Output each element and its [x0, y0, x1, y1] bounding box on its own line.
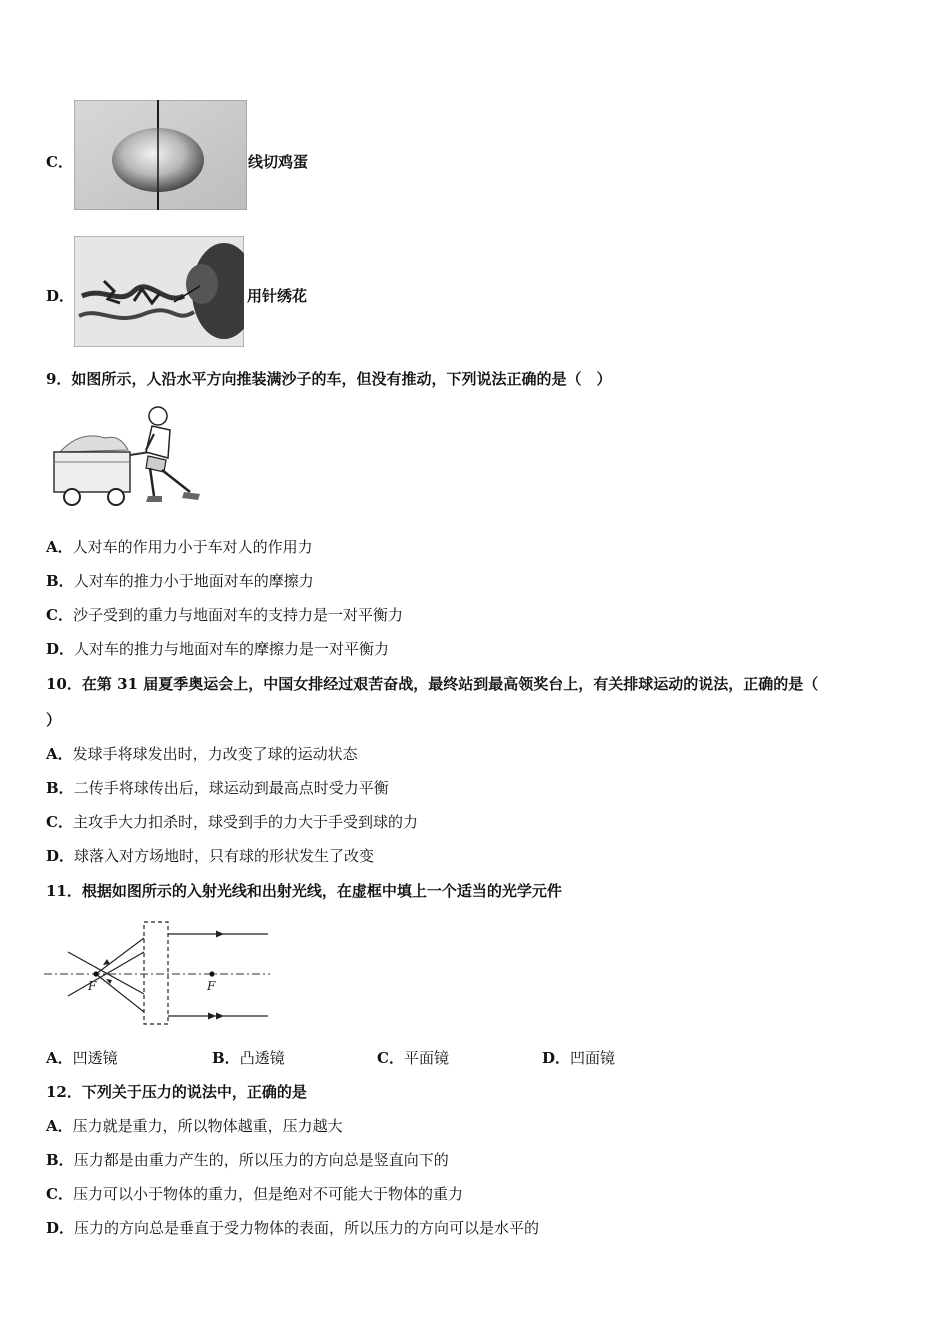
option-letter: A． [46, 1117, 73, 1135]
option-text: 凹面镜 [570, 1049, 616, 1067]
q12-option-a [46, 1116, 343, 1136]
q12-option-d [46, 1218, 539, 1238]
option-letter: C． [377, 1049, 404, 1067]
q12-option-b [46, 1150, 449, 1170]
optics-ray-diagram [44, 916, 274, 1032]
option-letter: A． [46, 745, 73, 763]
option-letter: C． [46, 813, 73, 831]
q11-option-a [46, 1048, 118, 1068]
option-letter: D． [46, 847, 75, 865]
q9-option-a [46, 537, 313, 557]
q8-option-d [46, 286, 74, 306]
q9-option-d [46, 639, 389, 659]
option-letter: C． [46, 1185, 73, 1203]
q8-option-d-caption: 用针绣花 [247, 287, 308, 305]
option-letter: B． [212, 1049, 240, 1067]
q9-option-c [46, 605, 403, 625]
focal-label-left: F [88, 979, 97, 993]
q8-option-c-caption: 线切鸡蛋 [248, 153, 309, 171]
q10-option-c [46, 812, 418, 832]
q10-stem-line2: ） [46, 711, 62, 729]
q11-stem: 11．根据如图所示的入射光线和出射光线，在虚框中填上一个适当的光学元件 [46, 882, 562, 900]
option-letter: D． [542, 1049, 571, 1067]
focal-label-right: F [207, 979, 216, 993]
option-letter: B． [46, 572, 74, 590]
boy-pushing-cart-figure [50, 400, 212, 512]
option-text: 压力可以小于物体的重力，但是绝对不可能大于物体的重力 [72, 1185, 463, 1203]
q10-option-a [46, 744, 358, 764]
q9-option-b [46, 571, 314, 591]
option-letter: C． [46, 606, 73, 624]
option-text: 沙子受到的重力与地面对车的支持力是一对平衡力 [72, 606, 403, 624]
q11-option-b [212, 1048, 285, 1068]
option-text: 凸透镜 [239, 1049, 285, 1067]
q10-stem-line1: 10．在第 31 届夏季奥运会上，中国女排经过艰苦奋战，最终站到最高领奖台上，有关排球运动的说法，正确的是（ [46, 675, 819, 693]
option-text: 主攻手大力扣杀时，球受到手的力大于手受到球的力 [72, 813, 418, 831]
q9-stem: 9．如图所示，人沿水平方向推装满沙子的车，但没有推动，下列说法正确的是（ ） [46, 370, 612, 388]
q11-option-d [542, 1048, 615, 1068]
option-letter: D． [46, 287, 75, 305]
option-text: 人对车的推力与地面对车的摩擦力是一对平衡力 [74, 640, 390, 658]
option-letter: A． [46, 538, 73, 556]
option-letter: C． [46, 153, 73, 171]
option-letter: D． [46, 640, 75, 658]
option-text: 平面镜 [403, 1049, 449, 1067]
egg-wire-photo [74, 100, 247, 210]
option-text: 球落入对方场地时，只有球的形状发生了改变 [74, 847, 375, 865]
option-text: 压力的方向总是垂直于受力物体的表面，所以压力的方向可以是水平的 [74, 1219, 540, 1237]
q10-option-d [46, 846, 374, 866]
q12-stem: 12．下列关于压力的说法中，正确的是 [46, 1083, 307, 1101]
q11-option-c [377, 1048, 449, 1068]
q10-option-b [46, 778, 389, 798]
q12-option-c [46, 1184, 463, 1204]
option-text: 二传手将球传出后，球运动到最高点时受力平衡 [73, 779, 389, 797]
element-box [144, 922, 168, 1024]
option-letter: A． [46, 1049, 73, 1067]
embroidery-photo [74, 236, 244, 347]
option-letter: B． [46, 779, 74, 797]
option-text: 压力都是由重力产生的，所以压力的方向总是竖直向下的 [73, 1151, 449, 1169]
q8-option-c [46, 152, 73, 172]
option-text: 人对车的推力小于地面对车的摩擦力 [73, 572, 314, 590]
option-text: 人对车的作用力小于车对人的作用力 [72, 538, 313, 556]
option-letter: B． [46, 1151, 74, 1169]
option-text: 凹透镜 [72, 1049, 118, 1067]
option-text: 压力就是重力，所以物体越重，压力越大 [72, 1117, 343, 1135]
option-text: 发球手将球发出时，力改变了球的运动状态 [72, 745, 358, 763]
option-letter: D． [46, 1219, 75, 1237]
